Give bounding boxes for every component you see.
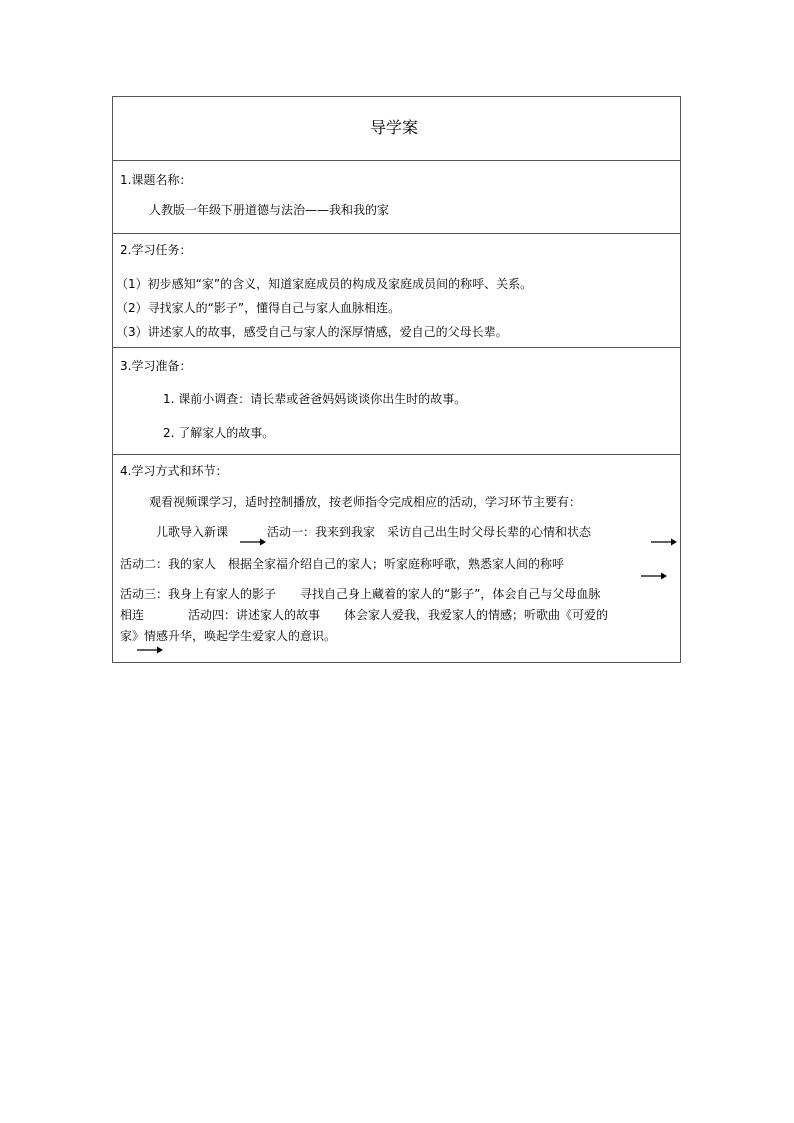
- flow-step-activity2: 活动二：我的家人 根据全家福介绍自己的家人；听家庭称呼歌，熟悉家人间的称呼: [120, 557, 565, 571]
- task-item: （3）讲述家人的故事，感受自己与家人的深厚情感，爱自己的父母长辈。: [116, 325, 508, 339]
- method-intro: 观看视频课学习，适时控制播放，按老师指令完成相应的活动，学习环节主要有：: [149, 495, 582, 509]
- section-prep: [113, 348, 680, 455]
- prep-item: 1. 课前小调查：请长辈或爸爸妈妈谈谈你出生时的故事。: [163, 392, 467, 406]
- section-topic-heading: 1.课题名称：: [120, 173, 192, 187]
- title-row: [113, 97, 680, 161]
- flow-step-intro: 儿歌导入新课: [156, 525, 229, 539]
- page-title: 导学案: [370, 118, 419, 137]
- section-tasks-heading: 2.学习任务：: [120, 243, 192, 257]
- task-item: （1）初步感知“家”的含义，知道家庭成员的构成及家庭成员间的称呼、关系。: [116, 277, 533, 291]
- flow-arrow-icon: [240, 537, 266, 547]
- prep-item: 2. 了解家人的故事。: [163, 426, 275, 440]
- section-topic-content: 人教版一年级下册道德与法治——我和我的家: [149, 203, 390, 217]
- section-prep-heading: 3.学习准备：: [120, 359, 192, 373]
- flow-step-activity4: 活动四：讲述家人的故事 体会家人爱我，我爱家人的情感；听歌曲《可爱的: [188, 608, 609, 622]
- section-method-heading: 4.学习方式和环节：: [120, 464, 228, 478]
- flow-arrow-icon: [641, 571, 667, 581]
- flow-step-activity3-end: 相连: [120, 608, 145, 622]
- flow-arrow-icon: [137, 645, 163, 655]
- section-tasks: [113, 234, 680, 348]
- flow-step-activity1: 活动一：我来到我家 采访自己出生时父母长辈的心情和状态: [267, 525, 592, 539]
- task-item: （2）寻找家人的“影子”，懂得自己与家人血脉相连。: [116, 301, 401, 315]
- section-method: [113, 455, 680, 663]
- guide-table: [112, 96, 681, 663]
- section-topic: [113, 161, 680, 234]
- flow-step-activity4-end: 家》情感升华，唤起学生爱家人的意识。: [120, 629, 337, 643]
- flow-step-activity3: 活动三：我身上有家人的影子 寻找自己身上藏着的家人的“影子”，体会自己与父母血脉: [120, 587, 601, 601]
- flow-arrow-icon: [651, 537, 677, 547]
